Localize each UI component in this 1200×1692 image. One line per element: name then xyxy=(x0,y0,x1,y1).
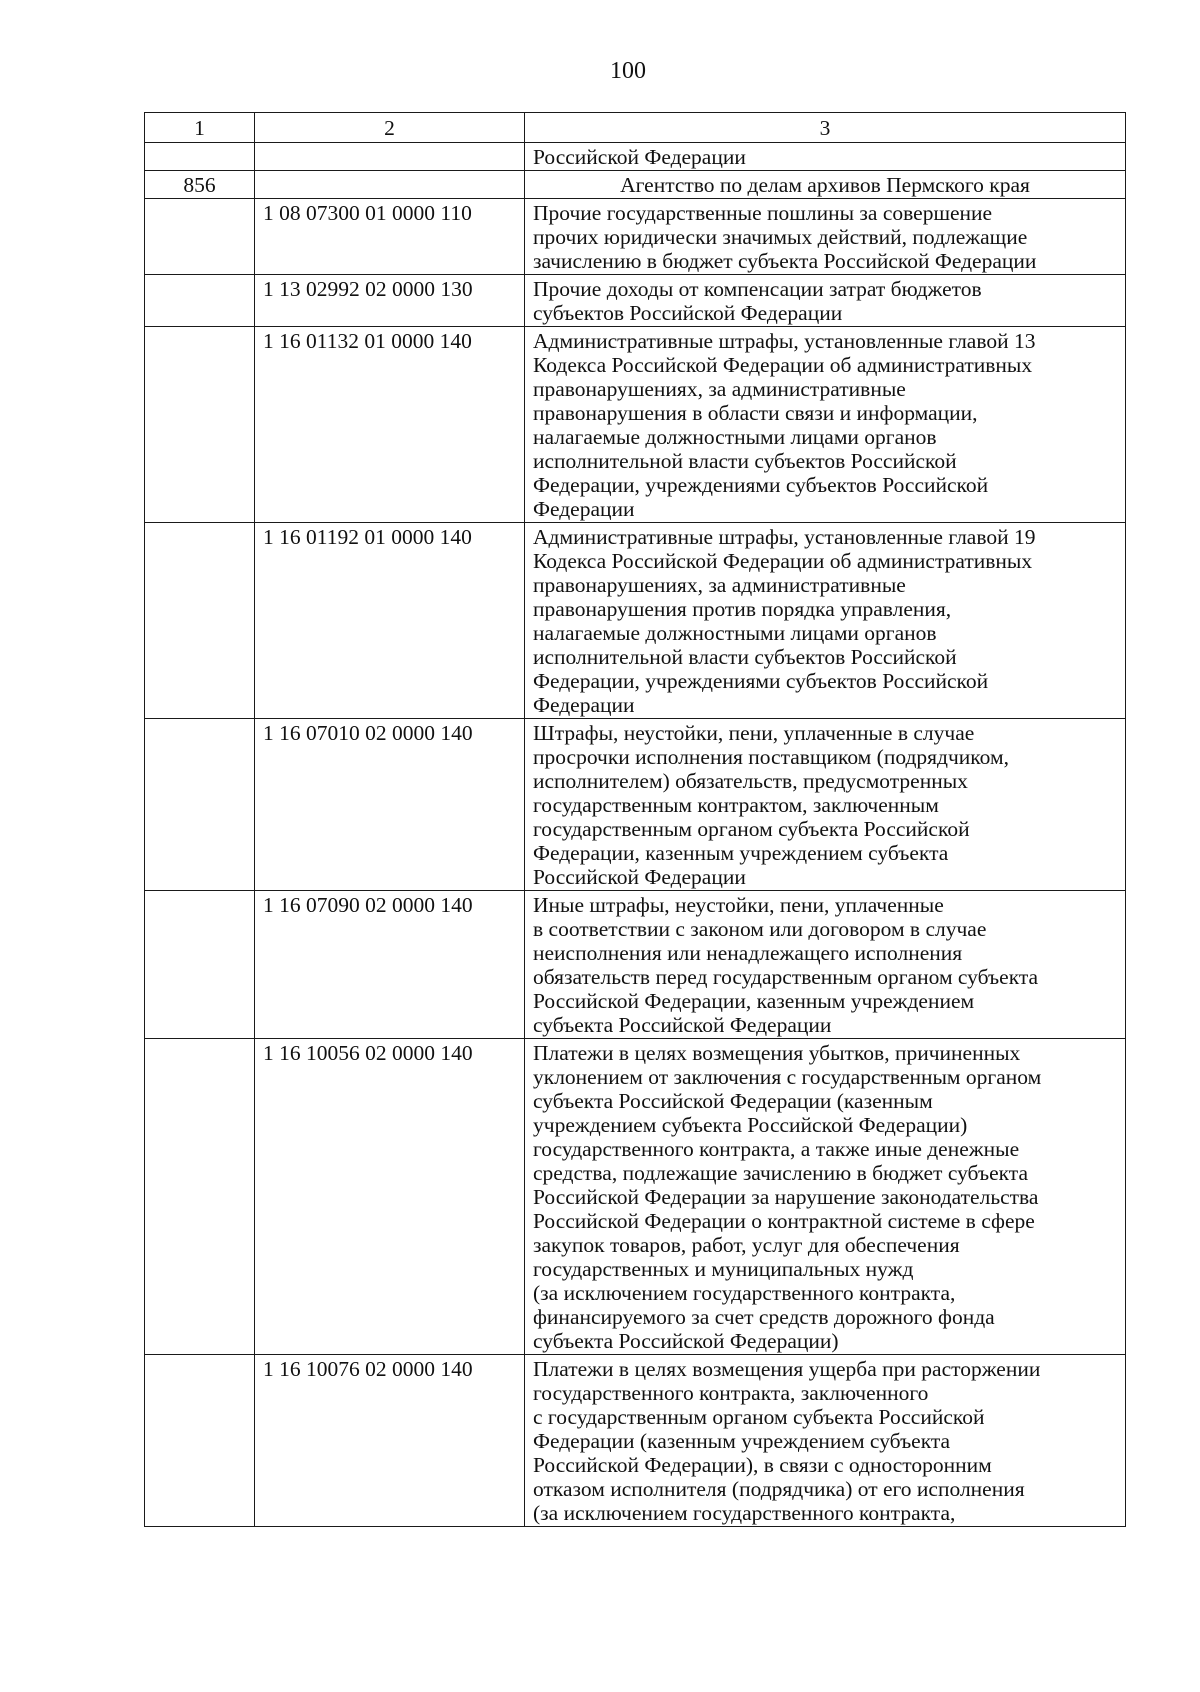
table-row xyxy=(145,1039,1126,1355)
administrator-code-cell xyxy=(145,891,255,1039)
administrator-code-cell xyxy=(145,143,255,171)
revenue-code-cell xyxy=(255,171,525,199)
revenue-code-cell: 1 16 01132 01 0000 140 xyxy=(255,327,525,523)
administrator-code-cell: 856 xyxy=(145,171,255,199)
table-row xyxy=(145,143,1126,171)
administrator-code-cell xyxy=(145,199,255,275)
revenue-code-cell xyxy=(255,143,525,171)
administrator-code-cell xyxy=(145,327,255,523)
table-row xyxy=(145,719,1126,891)
revenue-description-cell: Иные штрафы, неустойки, пени, уплаченные в соответствии с законом или договором в случае неисполнения или ненадлежащего исполнения обязательств перед государственным органом субъекта Российской Федерации, казенным учреждением субъекта Российской Федерации xyxy=(525,891,1126,1039)
revenue-code-cell: 1 16 10056 02 0000 140 xyxy=(255,1039,525,1355)
revenue-description-cell: Административные штрафы, установленные главой 19 Кодекса Российской Федерации об административных правонарушениях, за административные правонарушения против порядка управления, налагаемые должностными лицами органов исполнительной власти субъектов Российской Федерации, учреждениями субъектов Российской Федерации xyxy=(525,523,1126,719)
revenue-code-cell: 1 16 07010 02 0000 140 xyxy=(255,719,525,891)
revenue-description-cell: Прочие доходы от компенсации затрат бюджетов субъектов Российской Федерации xyxy=(525,275,1126,327)
table-body xyxy=(145,113,1126,1527)
column-header-2: 2 xyxy=(255,113,525,143)
revenue-code-cell: 1 16 10076 02 0000 140 xyxy=(255,1355,525,1527)
revenue-codes-table xyxy=(144,112,1126,1527)
revenue-description-cell: Административные штрафы, установленные главой 13 Кодекса Российской Федерации об административных правонарушениях, за административные правонарушения в области связи и информации, налагаемые должностными лицами органов исполнительной власти субъектов Российской Федерации, учреждениями субъектов Российской Федерации xyxy=(525,327,1126,523)
table-row xyxy=(145,171,1126,199)
administrator-code-cell xyxy=(145,523,255,719)
column-header-3: 3 xyxy=(525,113,1126,143)
table-row xyxy=(145,523,1126,719)
revenue-description-cell: Агентство по делам архивов Пермского края xyxy=(525,171,1126,199)
revenue-description-cell: Российской Федерации xyxy=(525,143,1126,171)
page-number: 100 xyxy=(610,58,646,84)
administrator-code-cell xyxy=(145,275,255,327)
revenue-description-cell: Платежи в целях возмещения ущерба при расторжении государственного контракта, заключенного с государственным органом субъекта Российской Федерации (казенным учреждением субъекта Российской Федерации), в связи с односторонним отказом исполнителя (подрядчика) от его исполнения (за исключением государственного контракта, xyxy=(525,1355,1126,1527)
administrator-code-cell xyxy=(145,1355,255,1527)
revenue-code-cell: 1 08 07300 01 0000 110 xyxy=(255,199,525,275)
table-row xyxy=(145,199,1126,275)
table-row xyxy=(145,327,1126,523)
revenue-code-cell: 1 16 07090 02 0000 140 xyxy=(255,891,525,1039)
administrator-code-cell xyxy=(145,719,255,891)
table-row xyxy=(145,891,1126,1039)
revenue-description-cell: Прочие государственные пошлины за совершение прочих юридически значимых действий, подлежащие зачислению в бюджет субъекта Российской Федерации xyxy=(525,199,1126,275)
revenue-description-cell: Платежи в целях возмещения убытков, причиненных уклонением от заключения с государственным органом субъекта Российской Федерации (казенным учреждением субъекта Российской Федерации) государственного контракта, а также иные денежные средства, подлежащие зачислению в бюджет субъекта Российской Федерации за нарушение законодательства Российской Федерации о контрактной системе в сфере закупок товаров, работ, услуг для обеспечения государственных и муниципальных нужд (за исключением государственного контракта, финансируемого за счет средств дорожного фонда субъекта Российской Федерации) xyxy=(525,1039,1126,1355)
revenue-description-cell: Штрафы, неустойки, пени, уплаченные в случае просрочки исполнения поставщиком (подрядчиком, исполнителем) обязательств, предусмотренных государственным контрактом, заключенным государственным органом субъекта Российской Федерации, казенным учреждением субъекта Российской Федерации xyxy=(525,719,1126,891)
table-row xyxy=(145,275,1126,327)
administrator-code-cell xyxy=(145,1039,255,1355)
revenue-code-cell: 1 13 02992 02 0000 130 xyxy=(255,275,525,327)
revenue-code-cell: 1 16 01192 01 0000 140 xyxy=(255,523,525,719)
table-row xyxy=(145,1355,1126,1527)
column-header-1: 1 xyxy=(145,113,255,143)
table-header-row xyxy=(145,113,1126,143)
